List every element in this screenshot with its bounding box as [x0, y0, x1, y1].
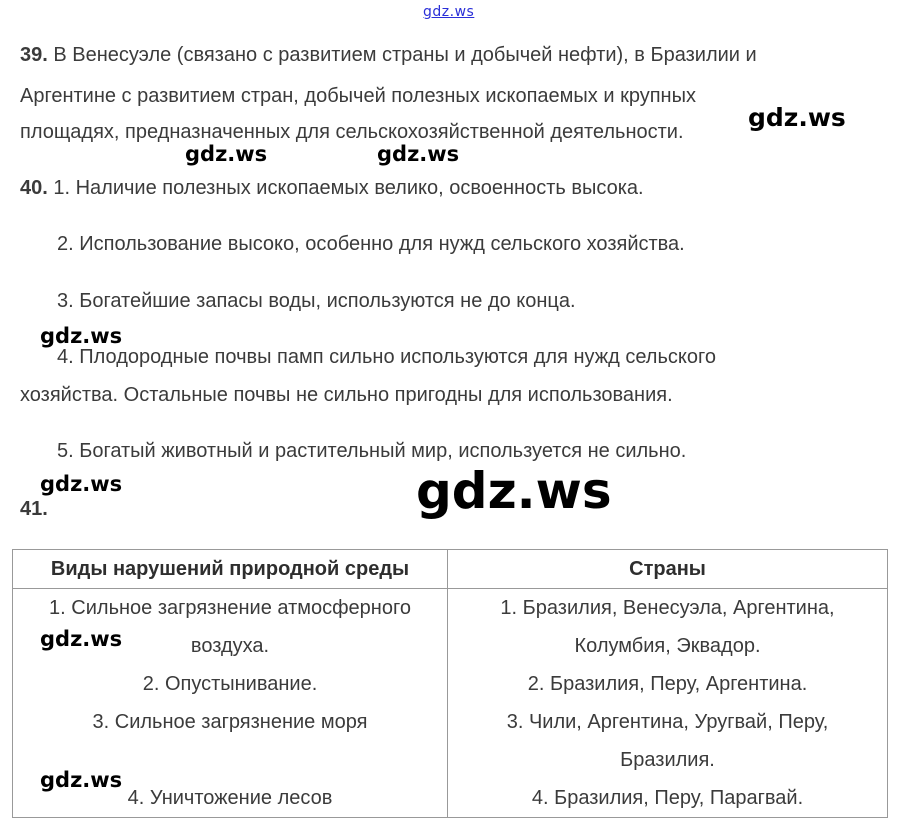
watermark-top-link[interactable]: gdz.ws [423, 4, 475, 20]
q39-text-1: В Венесуэле (связано с развитием страны и добычей нефти), в Бразилии и [47, 44, 757, 66]
q40-item3: 3. Богатейшие запасы воды, используются не до конца. [57, 290, 576, 312]
q40-item4-line1: 4. Плодородные почвы памп сильно используются для нужд сельского [57, 346, 716, 368]
q39-number: 39. [20, 44, 48, 66]
q39-line3: площадях, предназначенных для сельскохозяйственной деятельности. [20, 121, 684, 143]
cell-text: 4. Бразилия, Перу, Парагвай. [531, 787, 804, 809]
watermark: gdz.ws [748, 103, 846, 132]
watermark: gdz.ws [185, 142, 268, 166]
q40-item1-text: 1. Наличие полезных ископаемых велико, освоенность высока. [47, 177, 644, 199]
table-header-violations: Виды нарушений природной среды [13, 550, 448, 589]
q40-number: 40. [20, 177, 48, 199]
cell-text: 2. Опустынивание. [142, 673, 318, 695]
cell-text: воздуха. [190, 635, 270, 657]
table-row [13, 589, 888, 818]
table-header-countries: Страны [448, 550, 888, 589]
q40-item1 [20, 177, 644, 200]
watermark: gdz.ws [40, 472, 123, 496]
watermark: gdz.ws [40, 627, 123, 651]
cell-text: 3. Чили, Аргентина, Уругвай, Перу, [506, 711, 829, 733]
cell-text: Колумбия, Эквадор. [574, 635, 761, 657]
cell-text: 1. Сильное загрязнение атмосферного [49, 597, 411, 619]
cell-text: 3. Сильное загрязнение моря [92, 711, 368, 733]
cell-text: Бразилия. [620, 749, 715, 771]
q41-number: 41. [20, 498, 48, 520]
table-cell-countries [448, 589, 888, 818]
q39-line1 [20, 44, 757, 67]
q40-item4-line2: хозяйства. Остальные почвы не сильно пригодны для использования. [20, 384, 673, 406]
watermark: gdz.ws [377, 142, 460, 166]
watermark: gdz.ws [40, 324, 123, 348]
table-header-row [13, 550, 888, 589]
q40-item2: 2. Использование высоко, особенно для нужд сельского хозяйства. [57, 233, 685, 255]
cell-text: 4. Уничтожение лесов [127, 787, 333, 809]
q40-item5: 5. Богатый животный и растительный мир, используется не сильно. [57, 440, 687, 462]
cell-text: 2. Бразилия, Перу, Аргентина. [527, 673, 808, 695]
watermark-large: gdz.ws [416, 462, 612, 520]
watermark: gdz.ws [40, 768, 123, 792]
violations-table [12, 549, 888, 818]
cell-text: 1. Бразилия, Венесуэла, Аргентина, [500, 597, 835, 619]
q39-line2: Аргентине с развитием стран, добычей полезных ископаемых и крупных [20, 85, 696, 107]
